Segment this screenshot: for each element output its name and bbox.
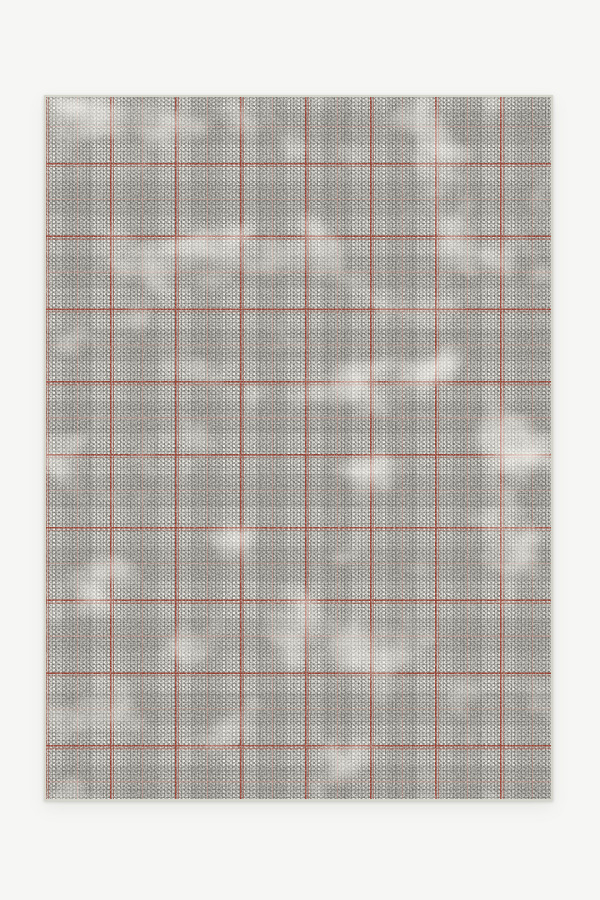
rug-weave-pattern [45, 95, 551, 799]
rug-image [44, 95, 553, 801]
